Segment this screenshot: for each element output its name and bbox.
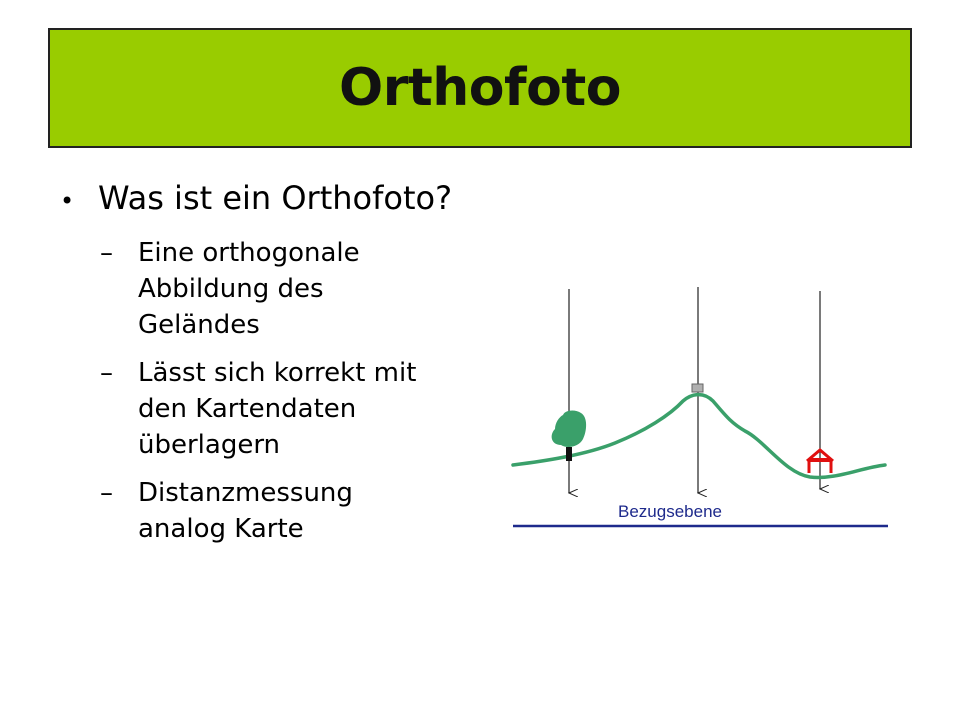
summit-marker-icon — [692, 384, 703, 392]
sub-bullet-text: Eine orthogonale Abbildung des Geländes — [138, 238, 360, 340]
title-banner — [48, 28, 912, 148]
bullet-dot: • — [60, 187, 75, 215]
sub-bullet-list — [56, 235, 496, 547]
slide-title: Orthofoto — [339, 58, 621, 118]
main-bullet — [56, 178, 496, 221]
reference-plane-label: Bezugsebene — [618, 502, 722, 521]
sub-bullet-dash: – — [100, 358, 113, 388]
sub-bullet-dash: – — [100, 238, 113, 268]
sub-bullet-dash: – — [100, 478, 113, 508]
sub-bullet-text: Lässt sich korrekt mit den Kartendaten überlagern — [138, 358, 417, 460]
sub-bullet-2 — [98, 355, 496, 463]
orthophoto-diagram — [505, 275, 895, 545]
sub-bullet-3 — [98, 475, 496, 547]
bullet-list — [56, 178, 496, 559]
main-bullet-text: Was ist ein Orthofoto? — [98, 179, 453, 217]
sub-bullet-text: Distanzmessung analog Karte — [138, 478, 353, 544]
sub-bullet-1 — [98, 235, 496, 343]
